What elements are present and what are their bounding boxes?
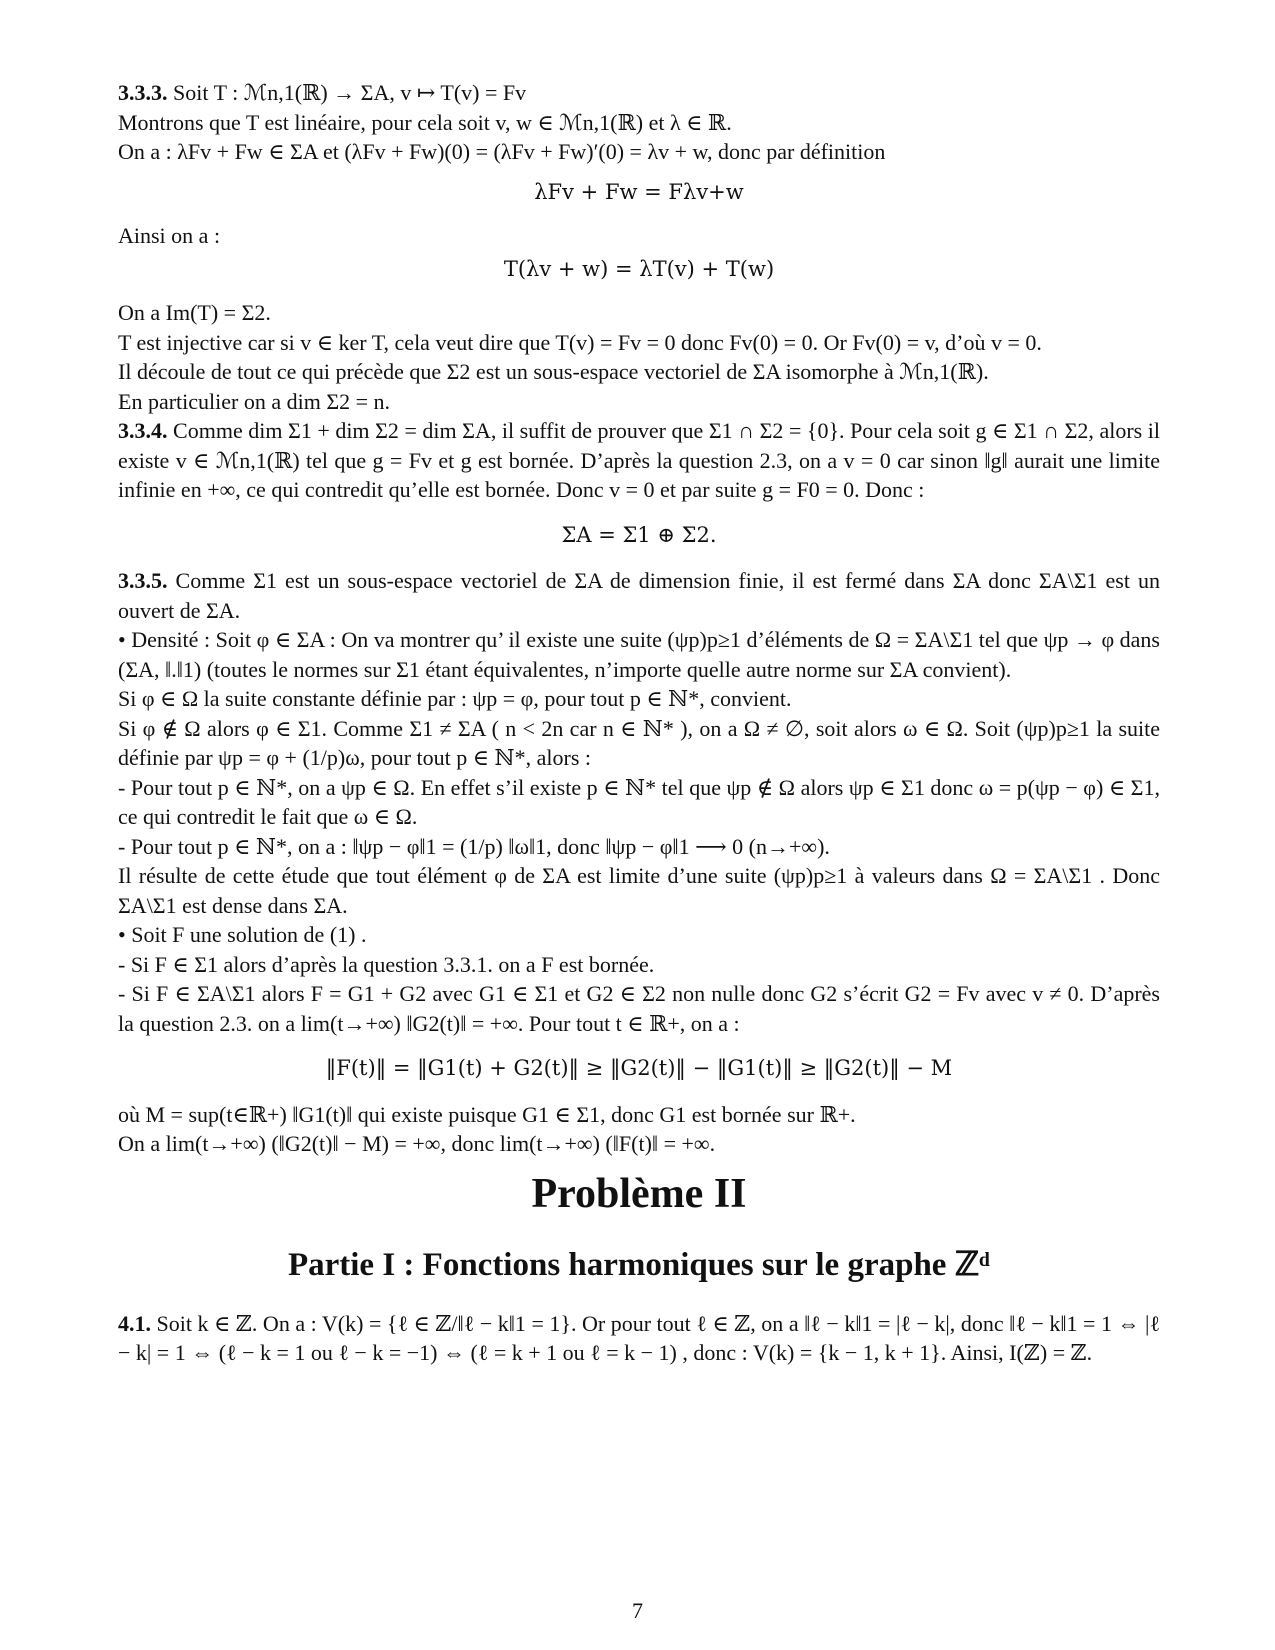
paragraph: T est injective car si v ∈ ker T, cela veut dire que T(v) = Fv = 0 donc Fv(0) = 0. Or Fv(0) = v, d’où v = 0. (118, 329, 1042, 355)
section-text: Soit k ∈ ℤ. On a : V(k) = {ℓ ∈ ℤ/‖ℓ − k‖1 = 1}. Or pour tout ℓ ∈ ℤ, on a ‖ℓ − k‖1 = |ℓ − k|, donc ‖ℓ − k‖1 = 1 ⇔ |ℓ − k| = 1 ⇔ (ℓ − k = 1 ou ℓ − k = −1) ⇔ (ℓ = k + 1 ou ℓ = k − 1) , donc : V(k) = {k − 1, k + 1}. Ainsi, I(ℤ) = ℤ. (118, 1310, 1160, 1365)
paragraph: Montrons que T est linéaire, pour cela soit v, w ∈ ℳn,1(ℝ) et λ ∈ ℝ. (118, 109, 732, 135)
paragraph: • Soit F une solution de (1) . (118, 922, 367, 947)
section-text: Comme Σ1 est un sous-espace vectoriel de ΣA de dimension finie, il est fermé dans ΣA donc ΣA\Σ1 est un ouvert de ΣA. (118, 568, 1160, 623)
paragraph: On a lim(t→+∞) (‖G2(t)‖ − M) = +∞, donc lim(t→+∞) (‖F(t)‖ = +∞. (118, 1131, 716, 1156)
paragraph: - Pour tout p ∈ ℕ*, on a ψp ∈ Ω. En effet s’il existe p ∈ ℕ* tel que ψp ∉ Ω alors ψp ∈ Σ1 donc ω = p(ψp − φ) ∈ Σ1, ce qui contredit le fait que ω ∈ Ω. (118, 774, 1160, 829)
equation: ‖F(t)‖ = ‖G1(t) + G2(t)‖ ≥ ‖G2(t)‖ − ‖G1(t)‖ ≥ ‖G2(t)‖ − M (325, 1056, 953, 1080)
section-334 (118, 416, 1160, 505)
page-number: 7 (632, 1598, 643, 1623)
section-number: 3.3.5. (118, 568, 168, 593)
paragraph: Ainsi on a : (118, 223, 221, 248)
equation: λFv + Fw = Fλv+w (534, 179, 744, 204)
paragraph: où M = sup(t∈ℝ+) ‖G1(t)‖ qui existe puisque G1 ∈ Σ1, donc G1 est bornée sur ℝ+. (118, 1101, 856, 1127)
paragraph: - Si F ∈ ΣA\Σ1 alors F = G1 + G2 avec G1 ∈ Σ1 et G2 ∈ Σ2 non nulle donc G2 s’écrit G2 = Fv avec v ≠ 0. D’après la question 2.3. on a lim(t→+∞) ‖G2(t)‖ = +∞. Pour tout t ∈ ℝ+, on a : (118, 981, 1160, 1036)
paragraph: On a : λFv + Fw ∈ ΣA et (λFv + Fw)(0) = (λFv + Fw)′(0) = λv + w, donc par définition (118, 139, 886, 164)
section-333-line1 (118, 78, 1160, 108)
paragraph: Si φ ∈ Ω la suite constante définie par : ψp = φ, pour tout p ∈ ℕ*, convient. (118, 686, 792, 711)
page-body (118, 78, 1160, 1368)
paragraph: Il résulte de cette étude que tout élément φ de ΣA est limite d’une suite (ψp)p≥1 à valeurs dans Ω = ΣA\Σ1 . Donc ΣA\Σ1 est dense dans ΣA. (118, 863, 1160, 918)
paragraph: Il découle de tout ce qui précède que Σ2 est un sous-espace vectoriel de ΣA isomorphe à ℳn,1(ℝ). (118, 359, 989, 384)
section-text: Soit T : ℳn,1(ℝ) → ΣA, v ↦ T(v) = Fv (173, 80, 527, 105)
equation: ΣA = Σ1 ⊕ Σ2. (561, 522, 717, 547)
paragraph: - Si F ∈ Σ1 alors d’après la question 3.3.1. on a F est bornée. (118, 951, 655, 977)
equation: T(λv + w) = λT(v) + T(w) (503, 256, 775, 281)
section-text: Comme dim Σ1 + dim Σ2 = dim ΣA, il suffit de prouver que Σ1 ∩ Σ2 = {0}. Pour cela soit g ∈ Σ1 ∩ Σ2, alors il existe v ∈ ℳn,1(ℝ) tel que g = Fv et g est bornée. D’après la question 2.3, on a v = 0 car sinon ‖g‖ aurait une limite infinie en +∞, ce qui contredit qu’elle est bornée. Donc v = 0 et par suite g = F0 = 0. Donc : (118, 418, 1160, 502)
paragraph: Si φ ∉ Ω alors φ ∈ Σ1. Comme Σ1 ≠ ΣA ( n < 2n car n ∈ ℕ* ), on a Ω ≠ ∅, soit alors ω ∈ Ω. Soit (ψp)p≥1 la suite définie par ψp = φ + (1/p)ω, pour tout p ∈ ℕ*, alors : (118, 715, 1160, 770)
section-number: 3.3.3. (118, 80, 168, 105)
section-41 (118, 1309, 1160, 1368)
part-title: Partie I : Fonctions harmoniques sur le graphe ℤᵈ (287, 1246, 991, 1283)
problem-title: Problème II (531, 1170, 747, 1217)
section-number: 4.1. (118, 1310, 151, 1336)
paragraph: - Pour tout p ∈ ℕ*, on a : ‖ψp − φ‖1 = (1/p) ‖ω‖1, donc ‖ψp − φ‖1 ⟶ 0 (n→+∞). (118, 833, 830, 859)
paragraph: On a Im(T) = Σ2. (118, 300, 271, 325)
paragraph: En particulier on a dim Σ2 = n. (118, 388, 391, 414)
paragraph: • Densité : Soit φ ∈ ΣA : On va montrer qu’ il existe une suite (ψp)p≥1 d’éléments de Ω = ΣA\Σ1 tel que ψp → φ dans (ΣA, ‖.‖1) (toutes le normes sur Σ1 étant équivalentes, n’importe quelle autre norme sur ΣA convient). (118, 627, 1160, 682)
section-number: 3.3.4. (118, 418, 168, 443)
section-335-intro (118, 566, 1160, 625)
